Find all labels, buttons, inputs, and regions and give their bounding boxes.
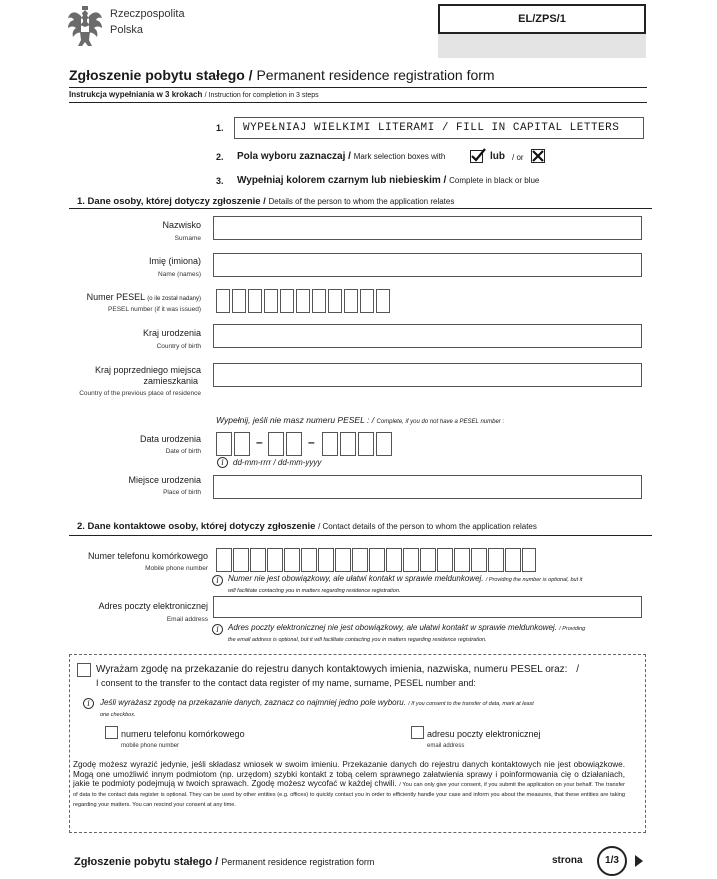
dob-month-cell[interactable] <box>286 432 302 456</box>
step2-or: / or <box>512 153 524 162</box>
phone-note-pl: Numer nie jest obowiązkowy, ale ułatwi kontakt w sprawie meldunkowej. <box>228 574 484 583</box>
consent-phone-label-en: mobile phone number <box>121 743 180 749</box>
surname-label: Nazwisko <box>162 220 201 230</box>
consent-title <box>96 664 579 675</box>
cross-example-icon <box>531 149 545 163</box>
phone-note-en-2: will facilitate contacting you in matters regarding residence registration. <box>228 588 401 594</box>
no-pesel-pl: Wypełnij, jeśli nie masz numeru PESEL : / <box>216 415 375 425</box>
page-label: strona <box>552 855 583 866</box>
dob-month-cell[interactable] <box>268 432 284 456</box>
step2-lub: lub <box>490 151 505 162</box>
surname-input[interactable] <box>213 216 642 240</box>
dob-day-cell[interactable] <box>234 432 250 456</box>
pesel-input[interactable] <box>216 289 396 313</box>
email-note <box>228 623 648 645</box>
instruction-heading <box>69 90 319 99</box>
phone-cell[interactable] <box>369 548 385 572</box>
pesel-cell[interactable] <box>232 289 246 313</box>
phone-cell[interactable] <box>352 548 368 572</box>
instruction-pl: Instrukcja wypełniania w 3 krokach <box>69 90 203 99</box>
polish-eagle-emblem-icon <box>67 4 103 50</box>
names-label: Imię (imiona) <box>148 256 201 266</box>
country-name-line1: Rzeczpospolita <box>110 8 185 20</box>
info-icon: i <box>212 575 223 586</box>
section2-title <box>77 521 537 532</box>
step1-example-box: WYPEŁNIAJ WIELKIMI LITERAMI / FILL IN CAPITAL LETTERS <box>234 117 644 139</box>
section2-title-en: / Contact details of the person to whom the application relates <box>318 522 537 531</box>
phone-input[interactable] <box>216 548 536 572</box>
phone-cell[interactable] <box>437 548 453 572</box>
email-label: Adres poczty elektronicznej <box>98 601 208 611</box>
phone-cell[interactable] <box>488 548 504 572</box>
email-note-pl: Adres poczty elektronicznej nie jest obowiązkowy, ale ułatwi kontakt w sprawie meldunkowej. <box>228 623 557 632</box>
consent-title-en: I consent to the transfer to the contact data register of my name, surname, PESEL number and: <box>96 678 476 688</box>
prev-country-label-2: zamieszkania <box>143 376 198 386</box>
checkmark-example-icon <box>470 148 486 164</box>
pesel-cell[interactable] <box>360 289 374 313</box>
pesel-cell[interactable] <box>328 289 342 313</box>
section2-rule <box>69 535 652 536</box>
step3-number: 3. <box>216 176 224 186</box>
step2-en: Mark selection boxes with <box>353 152 446 161</box>
pesel-cell[interactable] <box>296 289 310 313</box>
phone-cell[interactable] <box>454 548 470 572</box>
step2-number: 2. <box>216 152 224 162</box>
step3-en: Complete in black or blue <box>449 176 540 185</box>
section1-rule <box>69 208 652 209</box>
pesel-label-pl: Numer PESEL <box>86 292 145 302</box>
prev-country-label-1: Kraj poprzedniego miejsca <box>94 365 201 375</box>
names-label-en: Name (names) <box>158 271 201 278</box>
consent-info-pl: Jeśli wyrażasz zgodę na przekazanie danych, zaznacz co najmniej jedno pole wyboru. <box>100 698 406 707</box>
phone-cell[interactable] <box>267 548 283 572</box>
consent-paragraph-en: / You can only give your consent, if you submit the application on your behalf. The transfer of data to the contact data register is optional. They can be used by other entities (e.g. offices) to quickly contact you in order to efficiently handle your case and inform you about the measures, that these entities are taking regarding your matters. You can rescind your consent at any time. <box>73 782 625 808</box>
footer-title-sep: / <box>212 856 222 868</box>
info-icon: i <box>217 457 228 468</box>
birthplace-label-en: Place of birth <box>163 489 201 496</box>
dob-label: Data urodzenia <box>139 434 201 444</box>
phone-cell[interactable] <box>420 548 436 572</box>
pesel-cell[interactable] <box>264 289 278 313</box>
info-icon: i <box>83 698 94 709</box>
pesel-cell[interactable] <box>344 289 358 313</box>
phone-cell[interactable] <box>301 548 317 572</box>
prev-country-label-en: Country of the previous place of residence <box>79 390 201 397</box>
form-title-en: Permanent residence registration form <box>256 67 495 83</box>
footer-title <box>74 856 374 868</box>
birthplace-label: Miejsce urodzenia <box>128 475 201 485</box>
birth-country-input[interactable] <box>213 324 642 348</box>
pesel-label <box>40 292 201 302</box>
section1-title <box>77 196 454 207</box>
birth-country-label: Kraj urodzenia <box>142 328 201 338</box>
consent-checkbox[interactable] <box>77 663 91 677</box>
next-page-arrow-icon[interactable] <box>634 854 644 868</box>
country-name-line2: Polska <box>110 24 144 36</box>
pesel-cell[interactable] <box>216 289 230 313</box>
consent-phone-checkbox[interactable] <box>105 726 118 739</box>
no-pesel-instruction <box>216 415 504 425</box>
footer-title-pl: Zgłoszenie pobytu stałego <box>74 856 213 868</box>
form-title-sep: / <box>244 67 257 83</box>
section2-title-pl: 2. Dane kontaktowe osoby, której dotyczy zgłoszenie <box>77 521 316 532</box>
consent-phone-label: numeru telefonu komórkowego <box>121 729 245 739</box>
dob-year-cell[interactable] <box>322 432 338 456</box>
consent-paragraph-pl: Zgodę możesz wyrazić jedynie, jeśli składasz wniosek w swoim imieniu. Przekazanie danych do rejestru danych kontaktowych nie jest obowiązkowe. Mogą one umożliwić innym podmiotom (np. urzędom) szybki kontakt z tobą celem sprawnego załatwienia sprawy i poinformowania cię o działaniach, jakie te podmioty podejmują w twoich sprawach. Zgodę możesz wycofać w każdej chwili. <box>73 760 625 788</box>
pesel-label-en: PESEL number (if it was issued) <box>108 306 201 313</box>
dob-format-hint: dd-mm-rrrr / dd-mm-yyyy <box>233 458 322 467</box>
phone-cell[interactable] <box>386 548 402 572</box>
footer-title-en: Permanent residence registration form <box>221 857 375 867</box>
dob-year-cell[interactable] <box>340 432 356 456</box>
dob-dash: – <box>256 435 263 449</box>
phone-cell[interactable] <box>318 548 334 572</box>
info-icon: i <box>212 624 223 635</box>
birth-country-label-en: Country of birth <box>156 343 201 350</box>
prev-country-input[interactable] <box>213 363 642 387</box>
consent-title-sep: / <box>576 664 579 675</box>
consent-paragraph <box>73 760 625 809</box>
pesel-cell[interactable] <box>280 289 294 313</box>
section1-title-en: Details of the person to whom the application relates <box>268 197 455 206</box>
phone-cell[interactable] <box>250 548 266 572</box>
phone-cell[interactable] <box>505 548 521 572</box>
phone-note <box>228 574 648 596</box>
phone-cell[interactable] <box>335 548 351 572</box>
consent-info <box>100 698 534 720</box>
consent-email-label-en: email address <box>427 743 465 749</box>
phone-label-en: Mobile phone number <box>145 565 208 572</box>
email-note-en-2: the email address is optional, but it will facilitate contacting you in matters regarding residence registration. <box>228 637 487 643</box>
birthplace-input[interactable] <box>213 475 642 499</box>
step1-number: 1. <box>216 123 224 133</box>
dob-day-cell[interactable] <box>216 432 232 456</box>
consent-title-pl: Wyrażam zgodę na przekazanie do rejestru danych kontaktowych imienia, nazwiska, numeru PESEL oraz: <box>96 664 568 675</box>
consent-email-checkbox[interactable] <box>411 726 424 739</box>
dob-year-cell[interactable] <box>358 432 374 456</box>
phone-cell[interactable] <box>233 548 249 572</box>
dob-input[interactable] <box>216 432 386 456</box>
title-rule <box>69 87 647 88</box>
surname-label-en: Surname <box>174 235 201 242</box>
step2-text <box>237 151 445 162</box>
pesel-cell[interactable] <box>248 289 262 313</box>
email-input[interactable] <box>213 596 642 618</box>
section1-title-pl: 1. Dane osoby, której dotyczy zgłoszenie / <box>77 196 266 207</box>
phone-label: Numer telefonu komórkowego <box>87 551 208 561</box>
consent-info-en-1: / If you consent to the transfer of data, mark at least <box>408 701 534 707</box>
pesel-cell[interactable] <box>312 289 326 313</box>
page-number: 1/3 <box>597 846 627 876</box>
email-label-en: Email address <box>166 616 208 623</box>
names-input[interactable] <box>213 253 642 277</box>
consent-info-en-2: one checkbox. <box>100 712 136 718</box>
step2-pl: Pola wyboru zaznaczaj / <box>237 151 351 162</box>
pesel-cell[interactable] <box>376 289 390 313</box>
phone-cell[interactable] <box>522 548 536 572</box>
dob-label-en: Date of birth <box>165 448 201 455</box>
pesel-label-note: (o ile został nadany) <box>147 296 201 302</box>
email-note-en-1: / Providing <box>559 626 586 632</box>
no-pesel-en: Complete, if you do not have a PESEL number : <box>376 419 505 425</box>
step3-text <box>237 175 539 186</box>
form-code-panel <box>438 4 646 58</box>
phone-cell[interactable] <box>216 548 232 572</box>
instruction-en: / Instruction for completion in 3 steps <box>204 92 319 99</box>
step3-pl: Wypełniaj kolorem czarnym lub niebieskim / <box>237 175 447 186</box>
phone-cell[interactable] <box>284 548 300 572</box>
dob-dash: – <box>308 435 315 449</box>
instruction-rule <box>69 102 647 103</box>
form-code: EL/ZPS/1 <box>438 4 646 34</box>
phone-cell[interactable] <box>471 548 487 572</box>
phone-cell[interactable] <box>403 548 419 572</box>
form-title-pl: Zgłoszenie pobytu stałego <box>69 67 245 83</box>
form-title <box>69 67 495 83</box>
phone-note-en-1: / Providing the number is optional, but it <box>485 577 583 583</box>
consent-email-label: adresu poczty elektronicznej <box>427 729 541 739</box>
dob-year-cell[interactable] <box>376 432 392 456</box>
